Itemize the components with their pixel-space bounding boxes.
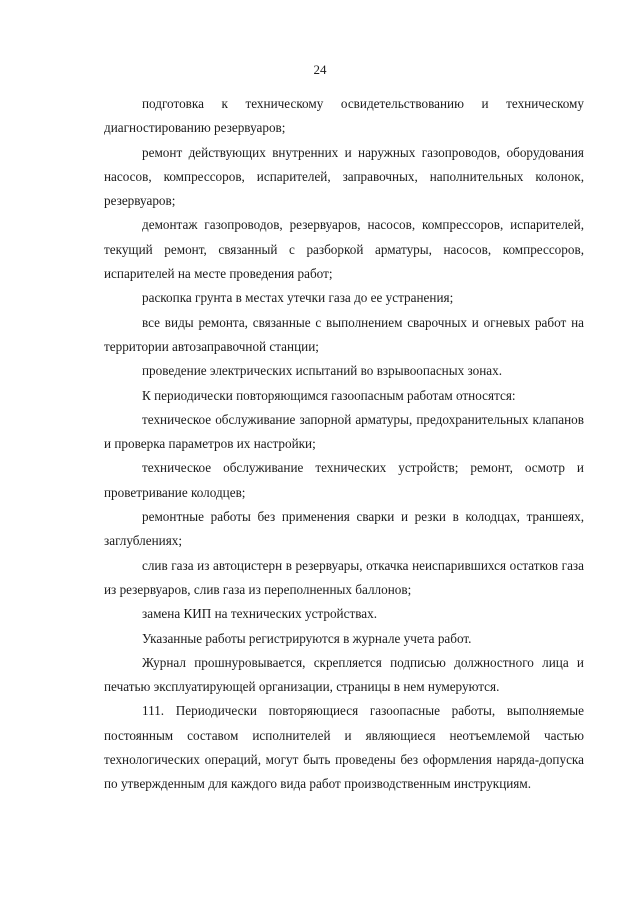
paragraph: техническое обслуживание запорной арматуры, предохранительных клапанов и проверка параметров их настройки; <box>104 411 584 452</box>
paragraph: замена КИП на технических устройствах. <box>142 606 378 622</box>
paragraph: все виды ремонта, связанные с выполнением сварочных и огневых работ на территории автозаправочной станции; <box>104 314 584 354</box>
paragraph: Указанные работы регистрируются в журнале учета работ. <box>142 630 472 646</box>
paragraph: Журнал прошнуровывается, скрепляется подписью должностного лица и печатью эксплуатирующей организации, страницы в нем нумеруются. <box>104 654 584 695</box>
paragraph: К периодически повторяющимся газоопасным работам относятся: <box>142 387 516 403</box>
paragraph: ремонт действующих внутренних и наружных газопроводов, оборудования насосов, компрессоров, испарителей, заправочных, наполнительных колонок, резервуаров; <box>104 144 584 209</box>
body-text <box>104 92 584 797</box>
paragraph: ремонтные работы без применения сварки и резки в колодцах, траншеях, заглублениях; <box>104 509 584 549</box>
paragraph: демонтаж газопроводов, резервуаров, насосов, компрессоров, испарителей, текущий ремонт, связанный с разборкой арматуры, насосов, компрессоров, испарителей на месте проведения работ; <box>104 217 584 282</box>
paragraph: 111. Периодически повторяющиеся газоопасные работы, выполняемые постоянным составом исполнителей и являющиеся неотъемлемой частью технологических операций, могут быть проведены без оформления наряда-допуска по утвержденным для каждого вида работ производственным инструкциям. <box>104 703 584 792</box>
paragraph: подготовка к техническому освидетельствованию и техническому диагностированию резервуаров; <box>104 96 584 136</box>
paragraph: техническое обслуживание технических устройств; ремонт, осмотр и проветривание колодцев; <box>104 460 584 500</box>
paragraph: слив газа из автоцистерн в резервуары, откачка неиспарившихся остатков газа из резервуаров, слив газа из переполненных баллонов; <box>104 557 584 597</box>
paragraph: раскопка грунта в местах утечки газа до ее устранения; <box>142 290 454 306</box>
page-number: 24 <box>313 62 327 77</box>
paragraph: проведение электрических испытаний во взрывоопасных зонах. <box>142 363 503 379</box>
